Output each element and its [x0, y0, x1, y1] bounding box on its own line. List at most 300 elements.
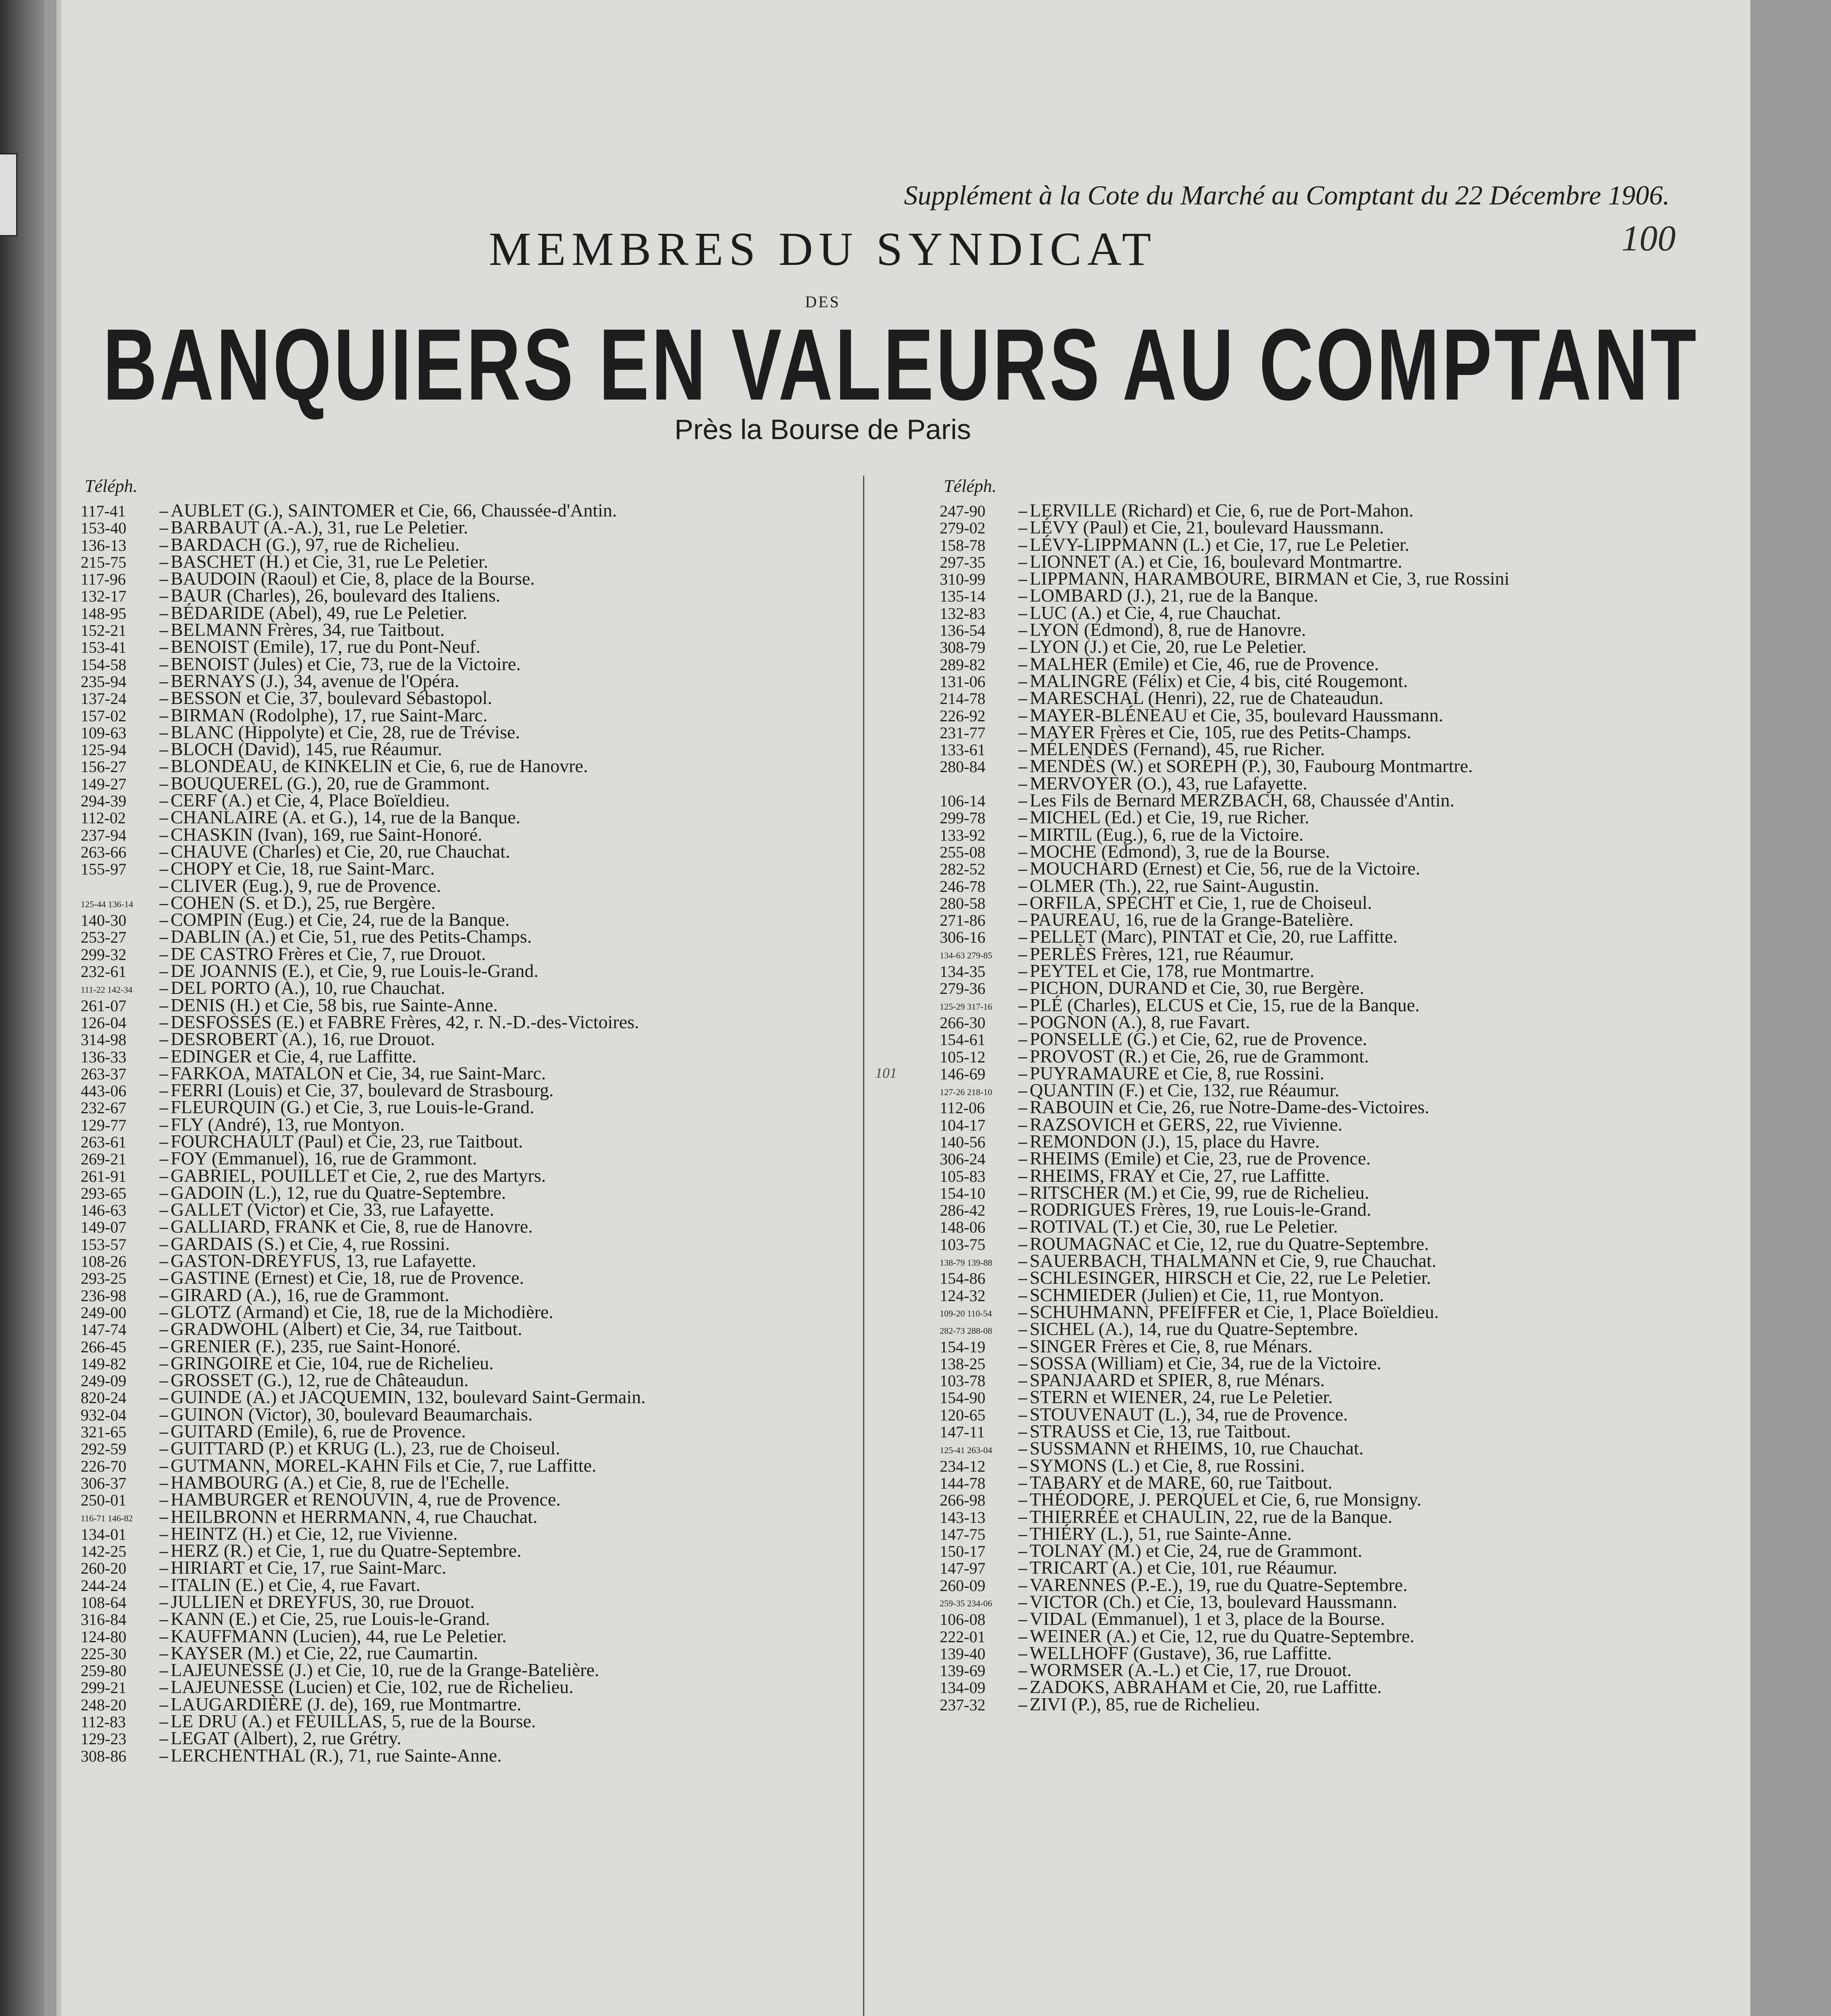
- member-entry: [81, 670, 646, 691]
- leader-dash: [1018, 1126, 1027, 1127]
- member-name: PAUREAU, 16, rue de la Grange-Batelière.: [1030, 909, 1354, 930]
- member-phone: 154-86: [940, 1269, 986, 1288]
- member-name: GRINGOIRE et Cie, 104, rue de Richelieu.: [171, 1352, 494, 1373]
- member-entry: [81, 721, 646, 742]
- leader-dash: [1018, 1535, 1027, 1536]
- member-name: SCHLESINGER, HIRSCH et Cie, 22, rue Le Peletier.: [1030, 1267, 1431, 1288]
- member-name: ROTIVAL (T.) et Cie, 30, rue Le Peletier.: [1030, 1216, 1338, 1237]
- member-phone: 263-37: [81, 1064, 127, 1083]
- leader-dash: [159, 1433, 168, 1434]
- member-entry: [81, 1150, 646, 1167]
- member-phone: 104-17: [940, 1116, 986, 1134]
- supplement-line: Supplément à la Cote du Marché au Comptant du 22 Décembre 1906.: [904, 180, 1670, 210]
- member-phone: 135-14: [940, 587, 986, 606]
- member-name: DESROBERT (A.), 16, rue Drouot.: [171, 1029, 435, 1050]
- member-entry: [81, 928, 646, 945]
- member-entry: [940, 621, 1510, 638]
- member-name: HEILBRONN et HERRMANN, 4, rue Chauchat.: [171, 1506, 538, 1527]
- member-phone: 289-82: [940, 655, 986, 674]
- leader-dash: [1018, 1057, 1027, 1058]
- member-phone: 125-94: [81, 741, 127, 759]
- member-entry: [81, 1269, 646, 1286]
- member-entry: [81, 792, 646, 809]
- member-entry: [940, 1389, 1510, 1406]
- member-entry: [81, 1525, 646, 1542]
- member-phone: 125-41 263-04: [940, 1445, 993, 1455]
- member-phone: 148-06: [940, 1218, 986, 1237]
- member-phone: 226-92: [940, 706, 986, 725]
- member-entry: [81, 536, 646, 553]
- leader-dash: [1018, 614, 1027, 615]
- member-entry: [940, 994, 1510, 1015]
- leader-dash: [1018, 1006, 1027, 1008]
- leader-dash: [1018, 682, 1027, 683]
- member-phone: 271-86: [940, 911, 986, 930]
- leader-dash: [1018, 1501, 1027, 1502]
- leader-dash: [159, 1739, 168, 1741]
- member-entry: [81, 1679, 646, 1695]
- member-phone: 279-36: [940, 979, 986, 998]
- member-phone: 154-10: [940, 1184, 986, 1202]
- member-entry: [940, 1252, 1510, 1269]
- member-name: DE CASTRO Frères et Cie, 7, rue Drouot.: [171, 943, 486, 964]
- member-entry: [81, 621, 646, 638]
- member-name: CHOPY et Cie, 18, rue Saint-Marc.: [171, 858, 435, 879]
- member-entry: [940, 670, 1510, 691]
- member-name: BELMANN Frères, 34, rue Taitbout.: [171, 619, 445, 640]
- member-entry: [940, 911, 1510, 928]
- leader-dash: [1018, 1688, 1027, 1689]
- member-name: MÉLENDÈS (Fernand), 45, rue Richer.: [1030, 739, 1325, 760]
- member-name: FLEURQUIN (G.) et Cie, 3, rue Louis-le-Grand.: [171, 1097, 534, 1118]
- member-name: LE DRU (A.) et FEUILLAS, 5, rue de la Bourse.: [171, 1711, 536, 1732]
- member-name: GALLET (Victor) et Cie, 33, rue Lafayette.: [171, 1199, 494, 1220]
- member-name: FARKOA, MATALON et Cie, 34, rue Saint-Marc.: [171, 1062, 546, 1083]
- leader-dash: [1018, 785, 1027, 786]
- member-entry: [940, 1372, 1510, 1389]
- member-name: PERLÈS Frères, 121, rue Réaumur.: [1030, 943, 1294, 964]
- member-name: LIPPMANN, HARAMBOURE, BIRMAN et Cie, 3, rue Rossini: [1030, 568, 1510, 589]
- leader-dash: [1018, 1450, 1027, 1451]
- leader-dash: [159, 1313, 168, 1314]
- leader-dash: [159, 1416, 168, 1417]
- member-name: KAUFFMANN (Lucien), 44, rue Le Peletier.: [171, 1625, 507, 1646]
- member-phone: 106-08: [940, 1610, 986, 1629]
- leader-dash: [1018, 1637, 1027, 1639]
- member-name: KAYSER (M.) et Cie, 22, rue Caumartin.: [171, 1642, 478, 1663]
- leader-dash: [159, 580, 168, 581]
- leader-dash: [159, 1688, 168, 1689]
- member-entry: [940, 689, 1510, 706]
- member-entry: [81, 741, 646, 758]
- leader-dash: [1018, 818, 1027, 820]
- member-name: CHASKIN (Ivan), 169, rue Saint-Honoré.: [171, 824, 482, 845]
- leader-dash: [1018, 1040, 1027, 1041]
- member-name: THÉODORE, J. PERQUEL et Cie, 6, rue Monsigny.: [1030, 1489, 1422, 1510]
- leader-dash: [1018, 580, 1027, 581]
- member-name: HIRIART et Cie, 17, rue Saint-Marc.: [171, 1557, 446, 1578]
- member-entry: [81, 943, 646, 964]
- leader-dash: [1018, 1671, 1027, 1672]
- member-phone: 139-40: [940, 1644, 986, 1663]
- leader-dash: [159, 1450, 168, 1451]
- member-entry: [81, 979, 646, 996]
- member-name: ROUMAGNAC et Cie, 12, rue du Quatre-Septembre.: [1030, 1233, 1429, 1254]
- member-phone: 117-41: [81, 502, 126, 520]
- member-phone: 125-44 136-14: [81, 899, 133, 910]
- leader-dash: [159, 733, 168, 735]
- member-name: STOUVENAUT (L.), 34, rue de Provence.: [1030, 1404, 1348, 1425]
- member-entry: [940, 519, 1510, 536]
- member-phone: 253-27: [81, 928, 127, 947]
- leader-dash: [1018, 802, 1027, 803]
- member-entry: [81, 638, 646, 655]
- member-name: ZADOKS, ABRAHAM et Cie, 20, rue Laffitte.: [1030, 1677, 1382, 1697]
- member-phone: 260-20: [81, 1559, 127, 1578]
- member-entry: [81, 1320, 646, 1337]
- member-entry: [940, 1559, 1510, 1576]
- member-phone: 153-41: [81, 638, 127, 657]
- members-right-column: [940, 502, 1510, 1713]
- member-phone: 140-30: [81, 911, 127, 930]
- member-entry: [81, 1713, 646, 1730]
- member-entry: [81, 1610, 646, 1627]
- member-entry: [81, 1440, 646, 1457]
- member-phone: 266-30: [940, 1013, 986, 1032]
- member-phone: 138-79 139-88: [940, 1257, 993, 1268]
- member-entry: [940, 536, 1510, 553]
- member-name: SICHEL (A.), 14, rue du Quatre-Septembre.: [1030, 1318, 1358, 1339]
- member-phone: 136-33: [81, 1048, 127, 1066]
- title-des: DES: [805, 293, 840, 311]
- member-entry: [940, 1045, 1510, 1066]
- member-entry: [940, 1662, 1510, 1679]
- member-name: LUC (A.) et Cie, 4, rue Chauchat.: [1030, 602, 1281, 623]
- leader-dash: [159, 1347, 168, 1348]
- leader-dash: [159, 904, 168, 905]
- member-name: LAJEUNESSE (Lucien) et Cie, 102, rue de Richelieu.: [171, 1677, 573, 1697]
- member-phone: 154-61: [940, 1031, 986, 1049]
- teleph-label-right: Téléph.: [944, 476, 997, 496]
- leader-dash: [159, 1381, 168, 1383]
- leader-dash: [159, 1040, 168, 1041]
- member-entry: [81, 1542, 646, 1559]
- member-name: POGNON (A.), 8, rue Favart.: [1030, 1011, 1250, 1032]
- member-entry: [940, 809, 1510, 826]
- leader-dash: [159, 512, 168, 513]
- leader-dash: [1018, 512, 1027, 513]
- member-phone: 820-24: [81, 1389, 127, 1407]
- member-entry: [81, 587, 646, 604]
- member-phone: 144-78: [940, 1474, 986, 1492]
- member-phone: 261-91: [81, 1167, 127, 1185]
- page-heading: BANQUIERS EN VALEURS AU COMPTANT: [103, 308, 1699, 421]
- member-name: GRADWOHL (Albert) et Cie, 34, rue Taitbout.: [171, 1318, 522, 1339]
- leader-dash: [1018, 1484, 1027, 1485]
- member-entry: [940, 587, 1510, 604]
- member-name: AUBLET (G.), SAINTOMER et Cie, 66, Chaussée-d'Antin.: [171, 500, 617, 521]
- member-entry: [940, 894, 1510, 911]
- leader-dash: [159, 1364, 168, 1366]
- member-entry: [940, 1525, 1510, 1542]
- member-name: GALLIARD, FRANK et Cie, 8, rue de Hanovre.: [171, 1216, 533, 1237]
- member-name: JULLIEN et DREYFUS, 30, rue Drouot.: [171, 1591, 475, 1612]
- member-phone: 134-63 279-85: [940, 950, 993, 961]
- member-phone: 129-77: [81, 1116, 127, 1134]
- member-name: CERF (A.) et Cie, 4, Place Boïeldieu.: [171, 790, 450, 811]
- leader-dash: [159, 1330, 168, 1331]
- leader-dash: [1018, 1160, 1027, 1161]
- member-entry: [940, 1625, 1510, 1646]
- member-phone: 124-32: [940, 1286, 986, 1305]
- member-entry: [940, 792, 1510, 809]
- member-entry: [81, 653, 646, 674]
- member-entry: [81, 826, 646, 843]
- member-entry: [940, 1269, 1510, 1286]
- leader-dash: [159, 597, 168, 598]
- leader-dash: [159, 1535, 168, 1536]
- member-phone: 932-04: [81, 1406, 127, 1424]
- member-name: BAUDOIN (Raoul) et Cie, 8, place de la Bourse.: [171, 568, 535, 589]
- leader-dash: [1018, 1552, 1027, 1553]
- member-name: CHAUVE (Charles) et Cie, 20, rue Chauchat.: [171, 841, 510, 862]
- member-entry: [940, 758, 1510, 775]
- member-phone: 137-24: [81, 689, 127, 708]
- member-entry: [940, 962, 1510, 979]
- member-entry: [940, 877, 1510, 894]
- member-entry: [940, 1679, 1510, 1695]
- member-phone: 250-01: [81, 1491, 127, 1510]
- member-entry: [81, 1031, 646, 1048]
- member-name: LYON (Edmond), 8, rue de Hanovre.: [1030, 619, 1306, 640]
- leader-dash: [159, 1126, 168, 1127]
- member-phone: 140-56: [940, 1133, 986, 1151]
- leader-dash: [1018, 836, 1027, 837]
- member-phone: 149-27: [81, 775, 127, 793]
- leader-dash: [1018, 648, 1027, 649]
- member-name: BLONDEAU, de KINKELIN et Cie, 6, rue de Hanovre.: [171, 756, 588, 777]
- member-phone: 106-14: [940, 792, 986, 810]
- member-name: MALINGRE (Félix) et Cie, 4 bis, cité Rougemont.: [1030, 670, 1408, 691]
- member-name: MOUCHARD (Ernest) et Cie, 56, rue de la Victoire.: [1030, 858, 1420, 879]
- member-phone: 155-97: [81, 860, 127, 879]
- member-name: PELLET (Marc), PINTAT et Cie, 20, rue Laffitte.: [1030, 926, 1398, 947]
- member-name: RABOUIN et Cie, 26, rue Notre-Dame-des-Victoires.: [1030, 1097, 1430, 1118]
- leader-dash: [159, 1552, 168, 1553]
- leader-dash: [159, 1194, 168, 1195]
- member-name: PROVOST (R.) et Cie, 26, rue de Grammont.: [1030, 1045, 1369, 1066]
- member-entry: [940, 979, 1510, 996]
- member-name: LOMBARD (J.), 21, rue de la Banque.: [1030, 585, 1318, 606]
- member-phone: 263-61: [81, 1133, 127, 1151]
- member-name: FLY (André), 13, rue Montyon.: [171, 1114, 405, 1135]
- leader-dash: [159, 1177, 168, 1178]
- member-phone: 147-97: [940, 1559, 986, 1578]
- member-phone: 108-64: [81, 1593, 127, 1612]
- leader-dash: [159, 750, 168, 752]
- member-entry: [81, 843, 646, 860]
- leader-dash: [159, 938, 168, 939]
- member-name: COHEN (S. et D.), 25, rue Bergère.: [171, 892, 436, 913]
- member-entry: [940, 1062, 1510, 1083]
- member-phone: 136-13: [81, 536, 127, 554]
- leader-dash: [1018, 853, 1027, 854]
- leader-dash: [1018, 1194, 1027, 1195]
- member-phone: 134-01: [81, 1525, 127, 1543]
- member-phone: 237-32: [940, 1695, 986, 1714]
- member-phone: 138-25: [940, 1354, 986, 1373]
- leader-dash: [159, 1586, 168, 1587]
- leader-dash: [1018, 767, 1027, 768]
- member-phone: 269-21: [81, 1150, 127, 1168]
- leader-dash: [159, 1057, 168, 1058]
- member-name: LAJEUNESSE (J.) et Cie, 10, rue de la Grange-Batelière.: [171, 1660, 599, 1681]
- member-entry: [940, 1167, 1510, 1184]
- member-phone: 321-65: [81, 1423, 127, 1441]
- member-name: RHEIMS (Emile) et Cie, 23, rue de Provence.: [1030, 1148, 1371, 1169]
- member-phone: 261-07: [81, 996, 127, 1015]
- leader-dash: [159, 853, 168, 854]
- leader-dash: [159, 1603, 168, 1604]
- member-name: RODRIGUES Frères, 19, rue Louis-le-Grand.: [1030, 1199, 1372, 1220]
- leader-dash: [1018, 716, 1027, 718]
- leader-dash: [159, 614, 168, 615]
- member-phone: 247-90: [940, 502, 986, 520]
- member-phone: 129-23: [81, 1730, 127, 1748]
- member-phone: 236-98: [81, 1286, 127, 1305]
- member-phone: 310-99: [940, 570, 986, 589]
- member-entry: [81, 1593, 646, 1610]
- member-phone: 308-79: [940, 638, 986, 657]
- member-name: FOURCHAULT (Paul) et Cie, 23, rue Taitbout.: [171, 1131, 523, 1152]
- member-name: REMONDON (J.), 15, place du Havre.: [1030, 1131, 1320, 1152]
- leader-dash: [159, 1671, 168, 1672]
- member-phone: 225-30: [81, 1644, 127, 1663]
- member-phone: 105-83: [940, 1167, 986, 1185]
- leader-dash: [1018, 1586, 1027, 1587]
- leader-dash: [1018, 1347, 1027, 1348]
- member-phone: 103-78: [940, 1372, 986, 1390]
- leader-dash: [159, 989, 168, 990]
- member-name: DEL PORTO (A.), 10, rue Chauchat.: [171, 977, 445, 998]
- member-phone: 132-83: [940, 604, 986, 623]
- member-entry: [81, 911, 646, 928]
- member-phone: 147-11: [940, 1423, 985, 1441]
- member-name: BASCHET (H.) et Cie, 31, rue Le Peletier.: [171, 551, 488, 572]
- leader-dash: [1018, 938, 1027, 939]
- leader-dash: [1018, 921, 1027, 922]
- member-entry: [81, 570, 646, 587]
- leader-dash: [1018, 546, 1027, 547]
- member-name: CHANLAIRE (A. et G.), 14, rue de la Banque.: [171, 807, 521, 828]
- leader-dash: [159, 716, 168, 718]
- member-entry: [81, 1082, 646, 1099]
- member-name: STERN et WIENER, 24, rue Le Peletier.: [1030, 1387, 1333, 1408]
- member-phone: 259-35 234-06: [940, 1598, 993, 1609]
- member-phone: 154-58: [81, 655, 127, 674]
- member-name: MOCHE (Edmond), 3, rue de la Bourse.: [1030, 841, 1330, 862]
- leader-dash: [1018, 1245, 1027, 1246]
- member-entry: [940, 1284, 1510, 1305]
- leader-dash: [159, 955, 168, 956]
- member-entry: [940, 1693, 1510, 1714]
- member-name: VARENNES (P.-E.), 19, rue du Quatre-Septembre.: [1030, 1574, 1408, 1595]
- member-name: VIDAL (Emmanuel), 1 et 3, place de la Bourse.: [1030, 1608, 1385, 1629]
- member-phone: 156-27: [81, 758, 127, 776]
- member-entry: [940, 843, 1510, 860]
- member-name: WELLHOFF (Gustave), 36, rue Laffitte.: [1030, 1642, 1332, 1663]
- member-phone: 111-22 142-34: [81, 984, 133, 995]
- leader-dash: [159, 682, 168, 683]
- member-phone: 152-21: [81, 621, 127, 640]
- leader-dash: [1018, 750, 1027, 752]
- member-entry: [81, 1252, 646, 1269]
- member-name: MAYER Frères et Cie, 105, rue des Petits-Champs.: [1030, 721, 1412, 742]
- member-name: SPANJAARD et SPIER, 8, rue Ménars.: [1030, 1370, 1325, 1391]
- leader-dash: [1018, 597, 1027, 598]
- member-entry: [940, 1406, 1510, 1423]
- member-name: DENIS (H.) et Cie, 58 bis, rue Sainte-Anne.: [171, 994, 498, 1015]
- member-phone: 443-06: [81, 1082, 127, 1100]
- member-entry: [940, 741, 1510, 758]
- member-phone: 266-45: [81, 1337, 127, 1356]
- member-phone: 308-86: [81, 1747, 127, 1765]
- leader-dash: [159, 887, 168, 888]
- leader-dash: [1018, 1108, 1027, 1110]
- leader-dash: [159, 1296, 168, 1297]
- leader-dash: [159, 1637, 168, 1639]
- leader-dash: [1018, 1023, 1027, 1025]
- member-name: LERCHENTHAL (R.), 71, rue Sainte-Anne.: [171, 1745, 502, 1766]
- member-phone: 293-65: [81, 1184, 127, 1202]
- member-entry: [940, 826, 1510, 843]
- member-name: TABARY et de MARE, 60, rue Taitbout.: [1030, 1472, 1333, 1493]
- book-binding: [0, 0, 44, 2016]
- member-name: EDINGER et Cie, 4, rue Laffitte.: [171, 1045, 417, 1066]
- member-phone: 158-78: [940, 536, 986, 554]
- member-name: Les Fils de Bernard MERZBACH, 68, Chaussée d'Antin.: [1030, 790, 1455, 811]
- member-entry: [81, 1389, 646, 1406]
- member-phone: 126-04: [81, 1013, 127, 1032]
- leader-dash: [159, 1091, 168, 1093]
- member-phone: 134-35: [940, 962, 986, 981]
- member-entry: [81, 1133, 646, 1150]
- leader-dash: [1018, 563, 1027, 564]
- handwritten-note: 100: [1621, 219, 1676, 258]
- member-phone: 117-96: [81, 570, 126, 589]
- leader-dash: [1018, 904, 1027, 905]
- leader-dash: [1018, 1398, 1027, 1400]
- member-name: GUINDE (A.) et JACQUEMIN, 132, boulevard Saint-Germain.: [171, 1387, 646, 1408]
- member-phone: 124-80: [81, 1627, 127, 1646]
- member-entry: [81, 1625, 646, 1646]
- member-entry: [81, 775, 646, 792]
- member-entry: [81, 1045, 646, 1066]
- member-name: GARDAIS (S.) et Cie, 4, rue Rossini.: [171, 1233, 450, 1254]
- leader-dash: [159, 1143, 168, 1144]
- member-entry: [81, 1693, 646, 1714]
- member-phone: 244-24: [81, 1576, 127, 1595]
- leader-dash: [159, 802, 168, 803]
- member-entry: [81, 1116, 646, 1133]
- member-phone: 146-63: [81, 1201, 127, 1220]
- member-phone: 234-12: [940, 1457, 986, 1475]
- member-name: GASTINE (Ernest) et Cie, 18, rue de Provence.: [171, 1267, 524, 1288]
- member-entry: [940, 638, 1510, 655]
- leader-dash: [1018, 1177, 1027, 1178]
- member-entry: [940, 1150, 1510, 1167]
- member-name: GUINON (Victor), 30, boulevard Beaumarchais.: [171, 1404, 533, 1425]
